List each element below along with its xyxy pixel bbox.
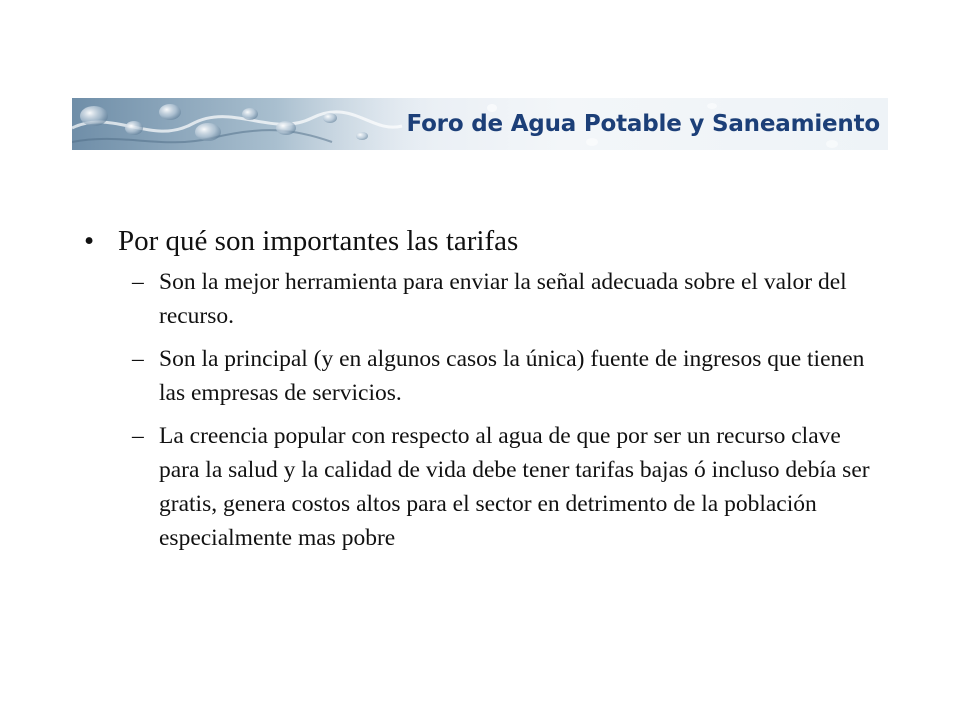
bullet-marker: • [84,225,95,257]
sub-bullet-item [132,342,884,410]
banner-title: Foro de Agua Potable y Saneamiento [406,111,880,137]
sub-bullet-text: Son la mejor herramienta para enviar la señal adecuada sobre el valor del recurso. [159,269,847,329]
dash-marker: – [132,346,144,372]
sub-bullet-item [132,265,884,333]
sub-bullet-item [132,419,884,555]
sub-bullet-list [132,265,884,555]
sub-bullet-text: La creencia popular con respecto al agua de que por ser un recurso clave para la salud y la calidad de vida debe tener tarifas bajas ó incluso debía ser gratis, genera costos altos para el sector en detrimento de la población especialmente mas pobre [159,423,870,551]
dash-marker: – [132,423,144,449]
main-bullet-text: Por qué son importantes las tarifas [118,225,519,257]
header-banner [72,98,888,150]
sub-bullet-text: Son la principal (y en algunos casos la única) fuente de ingresos que tienen las empresas de servicios. [159,346,865,406]
dash-marker: – [132,269,144,295]
main-bullet [84,219,884,263]
slide-content [84,219,884,564]
